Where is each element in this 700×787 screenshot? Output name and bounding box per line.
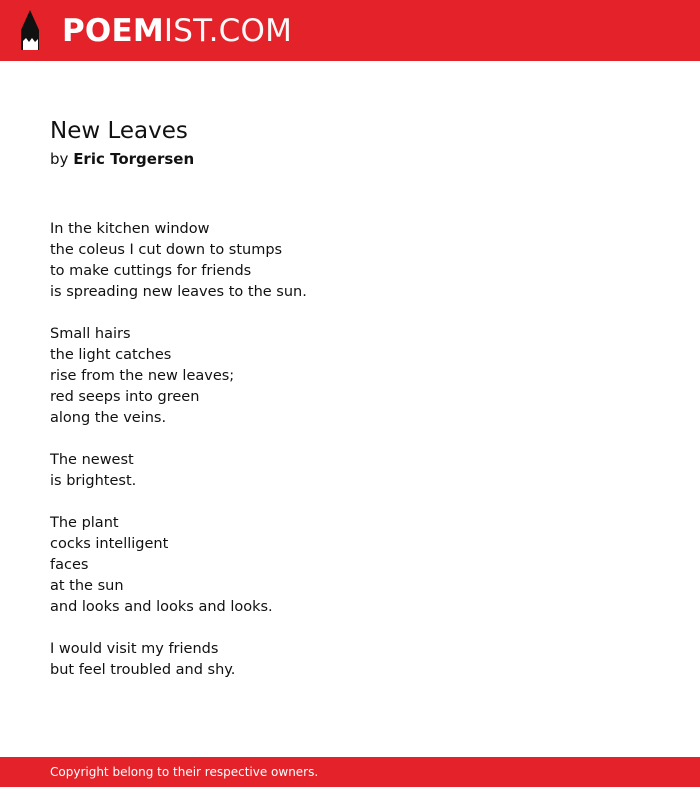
- poem-line: rise from the new leaves;: [50, 368, 235, 384]
- poem-line: red seeps into green: [50, 389, 200, 405]
- poem-line: at the sun: [50, 578, 124, 594]
- author-name: Eric Torgersen: [73, 150, 195, 168]
- poem-line: The newest: [50, 452, 134, 468]
- site-logo[interactable]: [62, 13, 292, 49]
- poem-line: faces: [50, 557, 89, 573]
- poem-line: the coleus I cut down to stumps: [50, 242, 283, 258]
- stanza: [50, 450, 670, 492]
- poem-body: [50, 219, 670, 681]
- stanza: [50, 324, 670, 429]
- logo-bold-text: POEM: [62, 13, 164, 49]
- poem-line: but feel troubled and shy.: [50, 662, 236, 678]
- poem-line: I would visit my friends: [50, 641, 219, 657]
- poem-line: is spreading new leaves to the sun.: [50, 284, 307, 300]
- poem-line: Small hairs: [50, 326, 131, 342]
- poem-line: The plant: [50, 515, 119, 531]
- poem-content: [50, 116, 670, 702]
- pencil-icon[interactable]: [17, 9, 43, 51]
- poem-line: along the veins.: [50, 410, 167, 426]
- poem-title: New Leaves: [50, 118, 188, 144]
- poem-line: In the kitchen window: [50, 221, 210, 237]
- copyright-text: Copyright belong to their respective owners.: [50, 765, 319, 779]
- logo-light-text: IST.COM: [163, 13, 293, 49]
- site-footer: [0, 757, 700, 787]
- stanza: [50, 513, 670, 618]
- poem-line: is brightest.: [50, 473, 137, 489]
- poem-line: and looks and looks and looks.: [50, 599, 273, 615]
- poem-line: cocks intelligent: [50, 536, 169, 552]
- stanza: [50, 219, 670, 303]
- site-header: [0, 0, 700, 61]
- poem-byline: [50, 146, 670, 172]
- poem-line: the light catches: [50, 347, 172, 363]
- byline-label: by: [50, 150, 69, 168]
- poem-line: to make cuttings for friends: [50, 263, 252, 279]
- stanza: [50, 639, 670, 681]
